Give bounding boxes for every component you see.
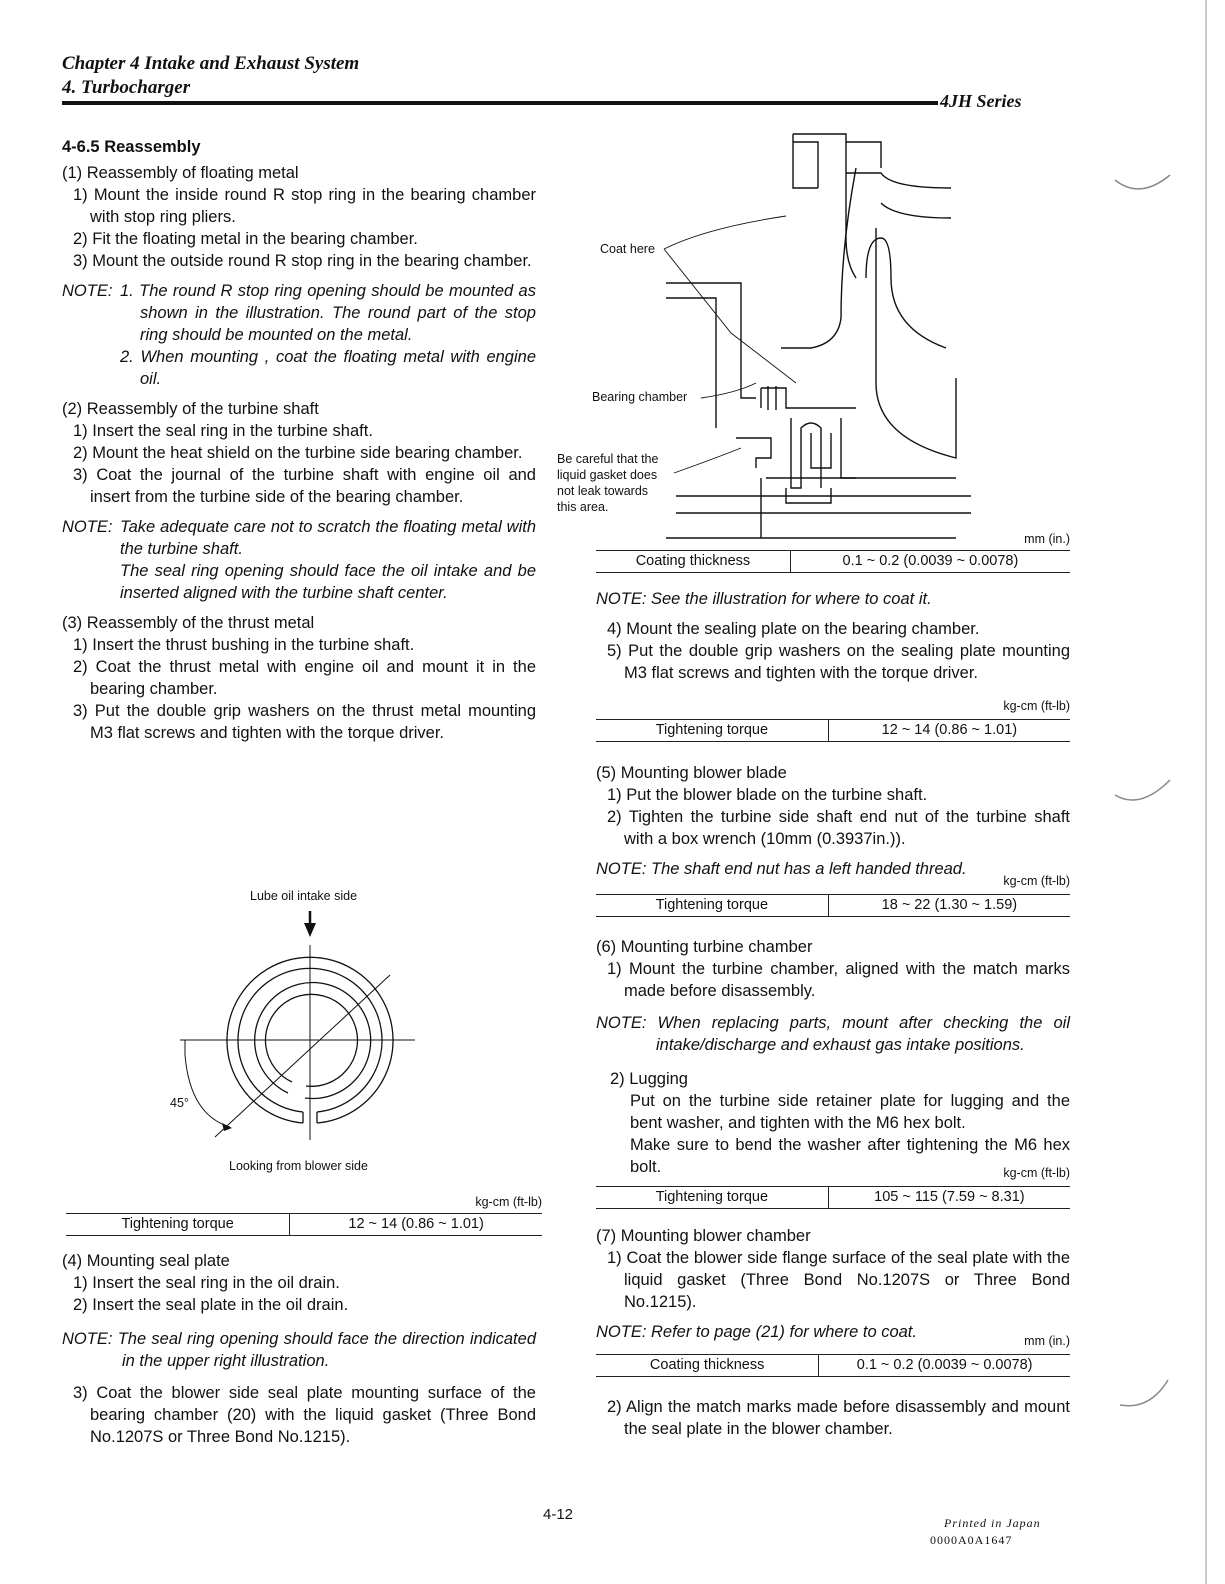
hole-mark	[1120, 1380, 1168, 1406]
housing-top	[846, 142, 856, 278]
torque-value: 12 ~ 14 (0.86 ~ 1.01)	[828, 720, 1070, 742]
ring-bottom-label: Looking from blower side	[229, 1159, 368, 1173]
careful-line: this area.	[557, 500, 609, 514]
flange-top	[846, 173, 951, 188]
s7-step1: 1) Coat the blower side flange surface of the seal plate with the liquid gasket (Three Bond No.1207S or Three Bond No.1215).	[607, 1249, 1070, 1311]
torque-table-3	[596, 1186, 1070, 1209]
s4b-step: 5) Put the double grip washers on the sealing plate mounting M3 flat screws and tighten with the torque driver.	[607, 642, 1070, 682]
coating-label: Coating thickness	[596, 1355, 819, 1377]
s4-step3: 3) Coat the blower side seal plate mounting surface of the bearing chamber (20) with the liquid gasket (Three Bond No.1207S or Three Bond No.1215).	[73, 1384, 536, 1446]
torque-value: 12 ~ 14 (0.86 ~ 1.01)	[290, 1214, 542, 1236]
coating-value: 0.1 ~ 0.2 (0.0039 ~ 0.0078)	[790, 551, 1070, 573]
careful-line: liquid gasket does	[557, 468, 658, 482]
leader-gasket	[674, 448, 741, 473]
header-rule	[62, 101, 938, 105]
seal-face	[841, 418, 856, 478]
s2-title: (2) Reassembly of the turbine shaft	[62, 400, 319, 418]
careful-label	[557, 451, 658, 515]
s1-note	[62, 280, 536, 390]
s3-step: 1) Insert the thrust bushing in the turbine shaft.	[73, 636, 415, 654]
torque-label: Tightening torque	[596, 895, 828, 917]
doc-code: 0000A0A1647	[930, 1533, 1013, 1547]
s3-title: (3) Reassembly of the thrust metal	[62, 614, 315, 632]
coat-here-label: Coat here	[600, 242, 655, 256]
s6-title: (6) Mounting turbine chamber	[596, 938, 813, 956]
s5-step: 2) Tighten the turbine side shaft end nut of the turbine shaft with a box wrench (10mm (0.3937in.)).	[607, 808, 1070, 848]
casing-right	[876, 228, 956, 458]
s4-title: (4) Mounting seal plate	[62, 1252, 230, 1270]
s1-note2: 2. When mounting , coat the floating metal with engine oil.	[120, 348, 536, 388]
note-label: NOTE:	[62, 282, 113, 300]
s5-note: NOTE: The shaft end nut has a left handed thread.	[596, 860, 967, 878]
s3-step: 3) Put the double grip washers on the thrust metal mounting M3 flat screws and tighten with the torque driver.	[73, 702, 536, 742]
s6-note: NOTE: When replacing parts, mount after checking the oil intake/discharge and exhaust gas intake positions.	[596, 1014, 1070, 1054]
left-torque-unit: kg-cm (ft-lb)	[475, 1195, 542, 1209]
coating-value: 0.1 ~ 0.2 (0.0039 ~ 0.0078)	[819, 1355, 1070, 1377]
bolt-shank	[793, 142, 818, 188]
chamber-inner	[666, 298, 716, 428]
s5-step: 1) Put the blower blade on the turbine shaft.	[607, 786, 928, 804]
series-label: 4JH Series	[940, 91, 1022, 111]
careful-line: not leak towards	[557, 484, 649, 498]
torque-table-1	[596, 719, 1070, 742]
right-column-b	[596, 762, 1070, 880]
torque-value: 18 ~ 22 (1.30 ~ 1.59)	[828, 895, 1070, 917]
left-column	[62, 136, 536, 744]
left-torque-table	[66, 1213, 542, 1236]
screw-threads	[761, 386, 776, 410]
s4-note: NOTE: The seal ring opening should face the direction indicated in the upper right illustration.	[62, 1330, 536, 1370]
right-column-c	[596, 936, 1070, 1178]
leader-coat-2	[664, 249, 796, 383]
torque3-unit: kg-cm (ft-lb)	[1003, 1166, 1070, 1180]
careful-line: Be careful that the	[557, 452, 659, 466]
binder-holes	[1110, 140, 1180, 1430]
bearing-chamber-label: Bearing chamber	[592, 390, 688, 404]
page-edge	[1205, 0, 1207, 1584]
s6-step1: 1) Mount the turbine chamber, aligned with the match marks made before disassembly.	[607, 960, 1070, 1000]
right-column-a	[596, 588, 1070, 684]
s1-title: (1) Reassembly of floating metal	[62, 164, 299, 182]
oil-arrow-head	[304, 923, 316, 937]
coating-table-2	[596, 1354, 1070, 1377]
s6-step2-text2: Make sure to bend the washer after tightening the M6 hex bolt.	[630, 1136, 1070, 1176]
ring-top-label: Lube oil intake side	[250, 889, 358, 903]
stop-ring-diagram	[160, 905, 460, 1160]
printed-label: Printed in Japan	[944, 1516, 1041, 1530]
hole-mark	[1115, 175, 1170, 189]
s3-step: 2) Coat the thrust metal with engine oil and mount it in the bearing chamber.	[73, 658, 536, 698]
torque1-unit: kg-cm (ft-lb)	[1003, 699, 1070, 713]
screw	[761, 388, 856, 408]
s7-unit: mm (in.)	[1024, 1334, 1070, 1348]
s1-step: 3) Mount the outside round R stop ring in the bearing chamber.	[73, 252, 532, 270]
s7-step2: 2) Align the match marks made before disassembly and mount the seal plate in the blower chamber.	[607, 1398, 1070, 1438]
coat-note: NOTE: See the illustration for where to coat it.	[596, 590, 932, 608]
torque2-unit: kg-cm (ft-lb)	[1003, 874, 1070, 888]
seal-plate-left	[736, 438, 771, 468]
s4b-step: 4) Mount the sealing plate on the bearing chamber.	[607, 620, 980, 638]
s6-step2-text: Put on the turbine side retainer plate for lugging and the bent washer, and tighten with the M6 hex bolt.	[630, 1092, 1070, 1132]
s2-note1: Take adequate care not to scratch the floating metal with the turbine shaft.	[120, 518, 536, 558]
chapter-title: Chapter 4 Intake and Exhaust System	[62, 53, 360, 74]
angle-arc	[185, 1055, 230, 1127]
s7-note: NOTE: Refer to page (21) for where to coat.	[596, 1323, 917, 1341]
torque-value: 105 ~ 115 (7.59 ~ 8.31)	[828, 1187, 1070, 1209]
s4-step: 2) Insert the seal plate in the oil drain.	[73, 1296, 349, 1314]
s2-step: 2) Mount the heat shield on the turbine side bearing chamber.	[73, 444, 523, 462]
blade-curve	[781, 168, 856, 348]
s2-step: 1) Insert the seal ring in the turbine shaft.	[73, 422, 373, 440]
bolt-head	[793, 134, 881, 168]
section-title: 4. Turbocharger	[62, 77, 191, 98]
leader-bearing	[701, 383, 756, 398]
diagram-unit: mm (in.)	[1024, 532, 1070, 546]
torque-table-2	[596, 894, 1070, 917]
ring-angle-label: 45°	[170, 1096, 189, 1110]
s2-step: 3) Coat the journal of the turbine shaft with engine oil and insert from the turbine side of the bearing chamber.	[73, 466, 536, 506]
ring-inner	[255, 983, 371, 1099]
shaft-left	[676, 496, 761, 513]
page-number: 4-12	[543, 1506, 574, 1523]
coating-label: Coating thickness	[596, 551, 790, 573]
left-column-bottom	[62, 1250, 536, 1448]
s1-step: 1) Mount the inside round R stop ring in the bearing chamber with stop ring pliers.	[73, 186, 536, 226]
right-column-e	[596, 1396, 1070, 1440]
note-label: NOTE:	[62, 518, 113, 536]
torque-label: Tightening torque	[596, 720, 828, 742]
s4-step: 1) Insert the seal ring in the oil drain.	[73, 1274, 340, 1292]
s2-note	[62, 516, 536, 604]
right-column-d	[596, 1225, 1070, 1343]
volute	[866, 238, 946, 348]
hole-mark	[1115, 780, 1170, 800]
leader-coat-1	[664, 216, 786, 249]
chamber-wall	[666, 283, 756, 398]
s6-step2-title: 2) Lugging	[610, 1070, 688, 1088]
s5-title: (5) Mounting blower blade	[596, 764, 787, 782]
torque-label: Tightening torque	[66, 1214, 290, 1236]
flange-mid	[881, 203, 951, 218]
reassembly-heading: 4-6.5 Reassembly	[62, 138, 201, 156]
torque-label: Tightening torque	[596, 1187, 828, 1209]
s1-note1: 1. The round R stop ring opening should be mounted as shown in the illustration. The round part of the stop ring should be mounted on the metal.	[120, 282, 536, 344]
s7-title: (7) Mounting blower chamber	[596, 1227, 811, 1245]
s1-step: 2) Fit the floating metal in the bearing chamber.	[73, 230, 418, 248]
s2-note2: The seal ring opening should face the oil intake and be inserted aligned with the turbine shaft center.	[120, 562, 536, 602]
coating-table-1	[596, 550, 1070, 573]
